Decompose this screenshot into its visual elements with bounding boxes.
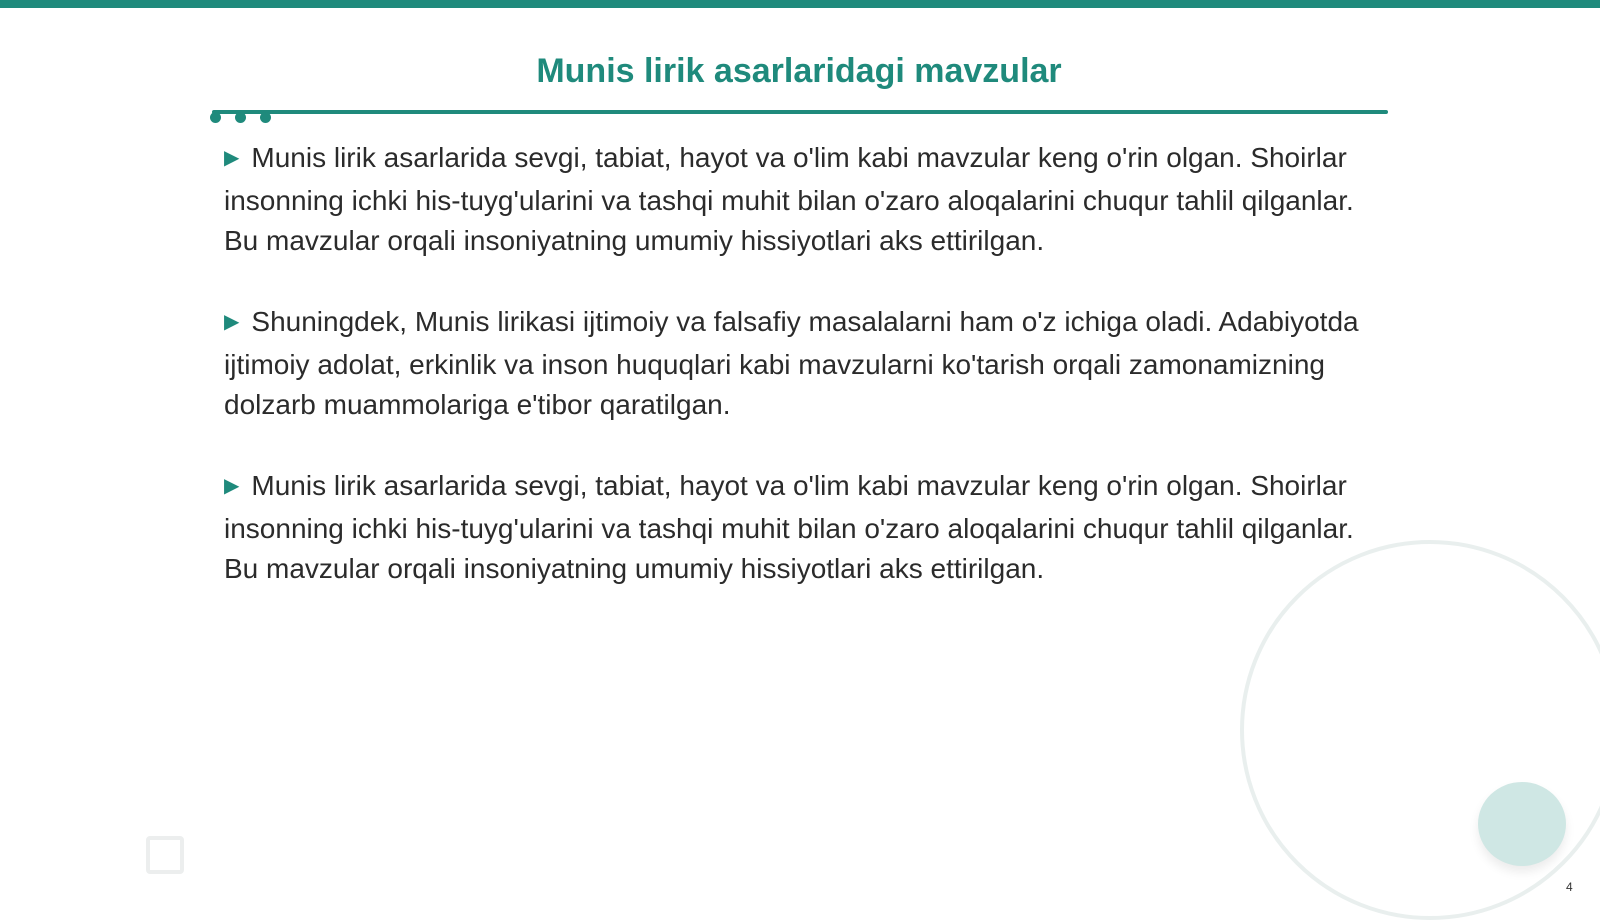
triangle-bullet-icon: ▶ [224, 147, 240, 169]
decor-dot [235, 112, 246, 123]
paragraph-text: Munis lirik asarlarida sevgi, tabiat, hayot va o'lim kabi mavzular keng o'rin olgan. Shoirlar insonning ichki his-tuyg'ularini va tashqi muhit bilan o'zaro aloqalarini chuqur tahlil qilganlar. Bu mavzular orqali insoniyatning umumiy hissiyotlari aks ettirilgan. [224, 470, 1354, 584]
decor-ring [1240, 540, 1600, 920]
triangle-bullet-icon: ▶ [224, 475, 240, 497]
bullet-paragraph-1 [224, 138, 1384, 261]
triangle-bullet-icon: ▶ [224, 311, 240, 333]
paragraph-text: Munis lirik asarlarida sevgi, tabiat, hayot va o'lim kabi mavzular keng o'rin olgan. Shoirlar insonning ichki his-tuyg'ularini va tashqi muhit bilan o'zaro aloqalarini chuqur tahlil qilganlar. Bu mavzular orqali insoniyatning umumiy hissiyotlari aks ettirilgan. [224, 142, 1354, 256]
top-accent-bar [0, 0, 1600, 8]
decor-dot [210, 112, 221, 123]
paragraph-text: Shuningdek, Munis lirikasi ijtimoiy va falsafiy masalalarni ham o'z ichiga oladi. Adabiyotda ijtimoiy adolat, erkinlik va inson huquqlari kabi mavzularni ko'tarish orqali zamonamizning dolzarb muammolariga e'tibor qaratilgan. [224, 306, 1359, 420]
slide-title: Munis lirik asarlaridagi mavzular [536, 52, 1062, 90]
decor-dot [260, 112, 271, 123]
title-underline [212, 110, 1388, 114]
decor-square [146, 836, 184, 874]
slide-body [224, 138, 1384, 630]
page-number: 4 [1566, 880, 1573, 894]
decor-circle-blob [1478, 782, 1566, 866]
bullet-paragraph-2 [224, 302, 1384, 425]
bullet-paragraph-3 [224, 466, 1384, 589]
